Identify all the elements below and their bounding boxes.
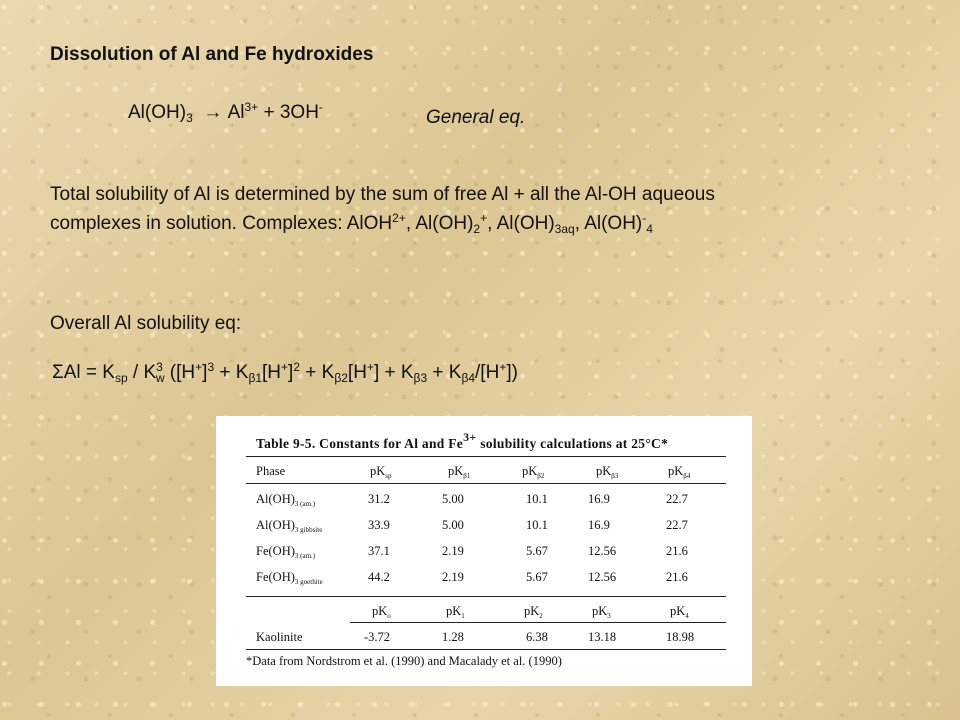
eq-ion: Al: [227, 102, 245, 123]
table-cell: 18.98: [666, 630, 695, 644]
header-text: pK: [592, 604, 608, 618]
header-text: pK: [596, 464, 612, 478]
phase-name: Al(OH): [256, 492, 295, 506]
eq-part: + K: [214, 362, 249, 383]
table-cell: 37.1: [368, 544, 390, 558]
table-title-b: solubility calculations at 25°C*: [476, 436, 669, 451]
phase-name: Fe(OH): [256, 570, 295, 584]
eq-ion-sup: 3+: [244, 100, 259, 114]
header-text: pK: [670, 604, 686, 618]
beta3-sub: β3: [413, 371, 428, 385]
kaolinite-header: [670, 604, 689, 619]
complex3-sub: 3aq: [554, 222, 575, 236]
table-cell: 21.6: [666, 544, 688, 558]
complex-text-b: , Al(OH): [405, 213, 474, 234]
table-rule: [246, 483, 726, 484]
h-sup: +: [366, 360, 374, 374]
table-cell: 6.38: [526, 630, 548, 644]
header-sub: β4: [683, 472, 691, 480]
table-footnote: *Data from Nordstrom et al. (1990) and Macalady et al. (1990): [246, 654, 562, 668]
kaolinite-header: [372, 604, 391, 619]
ksp-sub: sp: [114, 371, 128, 385]
beta4-sub: β4: [461, 371, 476, 385]
general-eq-label: General eq.: [426, 107, 526, 128]
header-sub: 3: [607, 612, 611, 620]
table-rule: [246, 456, 726, 457]
eq-part: + K: [300, 362, 335, 383]
phase-name: Fe(OH): [256, 544, 295, 558]
complex2-sub: 2: [473, 222, 481, 236]
eq-part: ] + K: [373, 362, 414, 383]
eq-part: ]: [202, 362, 208, 383]
general-equation: [128, 102, 323, 124]
eq-part: ([H: [164, 362, 196, 383]
table-cell: 2.19: [442, 544, 464, 558]
kw-sup: 3: [156, 360, 163, 374]
table-cell: 2.19: [442, 570, 464, 584]
h-sup: +: [499, 360, 507, 374]
phase-sub: 3 (am.): [294, 500, 316, 508]
table-cell: 31.2: [368, 492, 390, 506]
eq-part: /[H: [475, 362, 500, 383]
constants-table: [216, 416, 752, 686]
table-cell: 10.1: [526, 518, 548, 532]
complex1-sup: 2+: [392, 211, 406, 225]
table-cell: 1.28: [442, 630, 464, 644]
table-title: [256, 430, 669, 452]
header-sub: o: [387, 612, 391, 620]
phase-sub: 3 (am.): [294, 552, 316, 560]
header-pkb1: [448, 464, 470, 479]
h-sup: +: [195, 360, 203, 374]
header-text: pK: [668, 464, 684, 478]
header-sub: β3: [611, 472, 619, 480]
header-text: pK: [372, 604, 388, 618]
eq-lhs: Al(OH): [128, 102, 187, 123]
complex-text-a: complexes in solution. Complexes: AlOH: [50, 213, 393, 234]
phase-sub: 3 goethite: [294, 578, 323, 586]
eq-part: [H: [262, 362, 282, 383]
complex4-sub: 4: [646, 222, 653, 236]
power-3: 3: [207, 360, 215, 374]
header-pkb3: [596, 464, 618, 479]
complex-text-d: , Al(OH): [574, 213, 643, 234]
header-text: pK: [370, 464, 386, 478]
header-text: pK: [446, 604, 462, 618]
table-rule: [246, 596, 726, 597]
table-cell: 13.18: [588, 630, 617, 644]
slide-title: Dissolution of Al and Fe hydroxides: [50, 44, 374, 65]
phase-name: Al(OH): [256, 518, 295, 532]
table-cell: 33.9: [368, 518, 390, 532]
overall-label: Overall Al solubility eq:: [50, 313, 242, 334]
complex4-sup: -: [642, 211, 647, 225]
eq-part: [H: [347, 362, 367, 383]
header-sub: sp: [385, 472, 392, 480]
kaolinite-header: [524, 604, 543, 619]
table-rule: [246, 649, 726, 650]
table-cell: 22.7: [666, 492, 688, 506]
header-text: pK: [522, 464, 538, 478]
kaolinite-phase: Kaolinite: [256, 630, 303, 644]
table-rule: [350, 622, 726, 623]
header-sub: β2: [537, 472, 545, 480]
table-cell: 10.1: [526, 492, 548, 506]
table-cell: 5.67: [526, 570, 548, 584]
table-cell: 44.2: [368, 570, 390, 584]
header-phase: Phase: [256, 464, 286, 478]
header-pkb2: [522, 464, 544, 479]
power-2: 2: [293, 360, 301, 374]
beta1-sub: β1: [248, 371, 263, 385]
eq-hydroxide-sup: -: [318, 100, 323, 114]
header-pkb4: [668, 464, 690, 479]
table-cell: 21.6: [666, 570, 688, 584]
eq-hydroxide: + 3OH: [263, 102, 319, 123]
eq-part: / K: [127, 362, 157, 383]
header-sub: 4: [685, 612, 689, 620]
solubility-paragraph: [50, 180, 715, 238]
table-cell: 22.7: [666, 518, 688, 532]
table-cell: 12.56: [588, 570, 617, 584]
table-title-sup: 3+: [463, 430, 477, 444]
table-cell: 16.9: [588, 518, 610, 532]
kw-sub: w: [155, 371, 165, 385]
paragraph-line-2: [50, 209, 715, 238]
eq-lhs-sub: 3: [186, 111, 193, 125]
eq-part: + K: [427, 362, 462, 383]
header-text: pK: [448, 464, 464, 478]
table-row-phase: [256, 570, 323, 585]
phase-sub: 3 gibbsite: [294, 526, 323, 534]
beta2-sub: β2: [334, 371, 348, 385]
paragraph-line-1: Total solubility of Al is determined by the sum of free Al + all the Al-OH aqueous: [50, 184, 715, 205]
solubility-equation: [52, 362, 518, 384]
table-cell: 5.67: [526, 544, 548, 558]
table-row-phase: [256, 492, 315, 507]
kaolinite-header: [592, 604, 611, 619]
eq-part: ]: [288, 362, 294, 383]
table-title-a: Table 9-5. Constants for Al and Fe: [256, 436, 464, 451]
header-sub: β1: [463, 472, 471, 480]
sum-al: ΣAl = K: [52, 362, 115, 383]
table-cell: -3.72: [364, 630, 391, 644]
table-cell: 5.00: [442, 492, 464, 506]
header-sub: 2: [539, 612, 543, 620]
complex2-sup: +: [480, 211, 488, 225]
table-row-phase: [256, 544, 315, 559]
table-row-phase: [256, 518, 322, 533]
header-sub: 1: [461, 612, 465, 620]
header-pksp: [370, 464, 392, 479]
header-text: pK: [524, 604, 540, 618]
complex-text-c: , Al(OH): [487, 213, 555, 234]
table-cell: 5.00: [442, 518, 464, 532]
table-cell: 12.56: [588, 544, 617, 558]
kaolinite-header: [446, 604, 465, 619]
eq-part: ]): [506, 362, 518, 383]
arrow-icon: →: [203, 102, 223, 123]
table-cell: 16.9: [588, 492, 610, 506]
h-sup: +: [281, 360, 289, 374]
